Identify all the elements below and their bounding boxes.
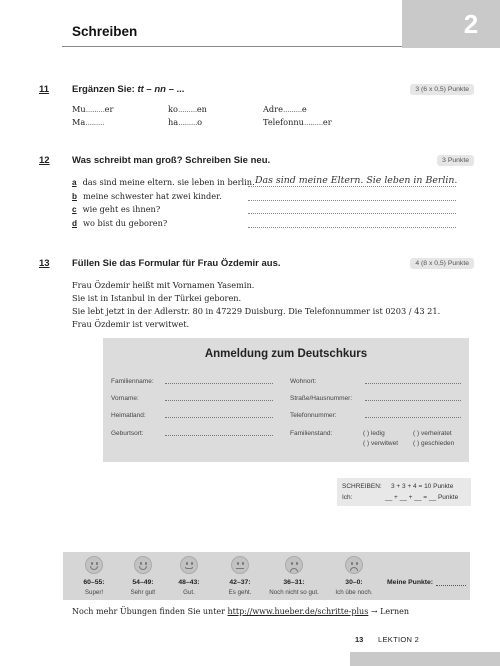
label-telefonnummer: Telefonnummer: (290, 412, 337, 419)
score-mine[interactable]: __ + __ + __ = __ Punkte (385, 494, 459, 501)
label-heimatland: Heimatland: (111, 412, 146, 419)
grade-range-1: 60–55: (83, 579, 105, 586)
sentence-c: c wie geht es ihnen? (72, 204, 161, 214)
section-title: Schreiben (72, 24, 138, 39)
option-geschieden[interactable]: ( ) geschieden (413, 440, 455, 447)
label-wohnort: Wohnort: (290, 378, 317, 385)
field-wohnort[interactable] (365, 378, 461, 384)
sentence-b: b meine schwester hat zwei kinder. (72, 191, 222, 201)
grade-word-6: Ich übe noch. (335, 589, 373, 596)
label-familienname: Familienname: (111, 378, 154, 385)
grade-range-2: 54–49: (132, 579, 154, 586)
exercise-13-points: 4 (8 x 0,5) Punkte (410, 258, 474, 269)
my-points-field[interactable] (436, 585, 466, 586)
form-title: Anmeldung zum Deutschkurs (204, 348, 368, 360)
header-divider (62, 46, 402, 47)
answer-line-d[interactable] (248, 218, 456, 228)
exercise-13-title: Füllen Sie das Formular für Frau Özdemir aus. (72, 258, 281, 269)
neutral-face-icon (231, 556, 249, 574)
footer-note: Noch mehr Übungen finden Sie unter http://www.hueber.de/schritte-plus → Lernen (72, 607, 410, 616)
exercise-11-number: 11 (39, 84, 50, 95)
fill-word-5[interactable]: ha.........o (168, 117, 203, 127)
exercise-12-number: 12 (39, 155, 50, 166)
label-familienstand: Familienstand: (290, 430, 333, 437)
sentence-a: a das sind meine eltern. sie leben in berlin. (72, 177, 255, 187)
lesson-label: LEKTION 2 (378, 635, 420, 644)
field-familienname[interactable] (165, 378, 273, 384)
option-ledig[interactable]: ( ) ledig (363, 430, 385, 437)
grade-word-1: Super! (84, 589, 104, 596)
grade-word-3: Gut. (183, 589, 195, 596)
exercise-12-title: Was schreibt man groß? Schreiben Sie neu. (72, 155, 271, 166)
smile-face-icon (134, 556, 152, 574)
grin-face-icon (85, 556, 103, 574)
my-points-label: Meine Punkte: (387, 579, 434, 586)
hueber-link[interactable]: http://www.hueber.de/schritte-plus (227, 607, 369, 616)
label-geburtsort: Geburtsort: (111, 430, 144, 437)
grade-word-5: Noch nicht so gut. (269, 589, 319, 596)
label-strasse: Straße/Hausnummer: (290, 395, 353, 402)
page-number: 13 (355, 635, 364, 644)
info-line-4: Frau Özdemir ist verwitwet. (72, 319, 190, 329)
answer-line-b[interactable] (248, 191, 456, 201)
label-vorname: Vorname: (111, 395, 139, 402)
score-total: 3 + 3 + 4 = 10 Punkte (391, 483, 454, 490)
field-heimatland[interactable] (165, 412, 273, 418)
sentence-d: d wo bist du geboren? (72, 218, 168, 228)
field-vorname[interactable] (165, 395, 273, 401)
answer-line-a (248, 177, 456, 187)
fill-word-4[interactable]: Ma......... (72, 117, 105, 127)
page-header (0, 0, 500, 48)
grade-range-4: 42–37: (229, 579, 251, 586)
fill-word-1[interactable]: Mu.........er (72, 104, 114, 114)
fill-word-3[interactable]: Adre.........e (263, 104, 307, 114)
exercise-11-points: 3 (6 x 0,5) Punkte (410, 84, 474, 95)
answer-line-c[interactable] (248, 204, 456, 214)
chapter-tab (402, 0, 500, 48)
info-line-1: Frau Özdemir heißt mit Vornamen Yasemin. (72, 280, 255, 290)
fill-word-6[interactable]: Telefonnu.........er (263, 117, 332, 127)
exercise-13-number: 13 (39, 258, 50, 269)
info-line-3: Sie lebt jetzt in der Adlerstr. 80 in 47229 Duisburg. Die Telefonnummer ist 0203 / 43 21. (72, 306, 441, 316)
example-answer: Das sind meine Eltern. Sie leben in Berlin. (255, 175, 458, 186)
grade-range-6: 30–0: (345, 579, 363, 586)
chapter-number: 2 (463, 8, 479, 39)
field-telefonnummer[interactable] (365, 412, 461, 418)
score-label-total: SCHREIBEN: (342, 483, 382, 490)
fill-word-2[interactable]: ko.........en (168, 104, 207, 114)
grading-scale (63, 552, 470, 600)
exercise-11-title: Ergänzen Sie: tt – nn – ... (72, 84, 185, 95)
sad-face-icon (345, 556, 363, 574)
grade-word-4: Es geht. (228, 589, 252, 596)
option-verheiratet[interactable]: ( ) verheiratet (413, 430, 452, 437)
field-geburtsort[interactable] (165, 430, 273, 436)
option-verwitwet[interactable]: ( ) verwitwet (363, 440, 399, 447)
info-line-2: Sie ist in Istanbul in der Türkei geboren. (72, 293, 242, 303)
exercise-12-points: 3 Punkte (437, 155, 474, 166)
score-label-mine: Ich: (342, 494, 353, 501)
grade-word-2: Sehr gut! (130, 589, 156, 596)
grade-range-3: 48–43: (178, 579, 200, 586)
grade-range-5: 36–31: (283, 579, 305, 586)
registration-form (103, 338, 469, 462)
field-strasse[interactable] (365, 395, 461, 401)
slight-smile-face-icon (180, 556, 198, 574)
score-box (337, 478, 471, 506)
footer-bar (350, 652, 500, 666)
frown-face-icon (285, 556, 303, 574)
